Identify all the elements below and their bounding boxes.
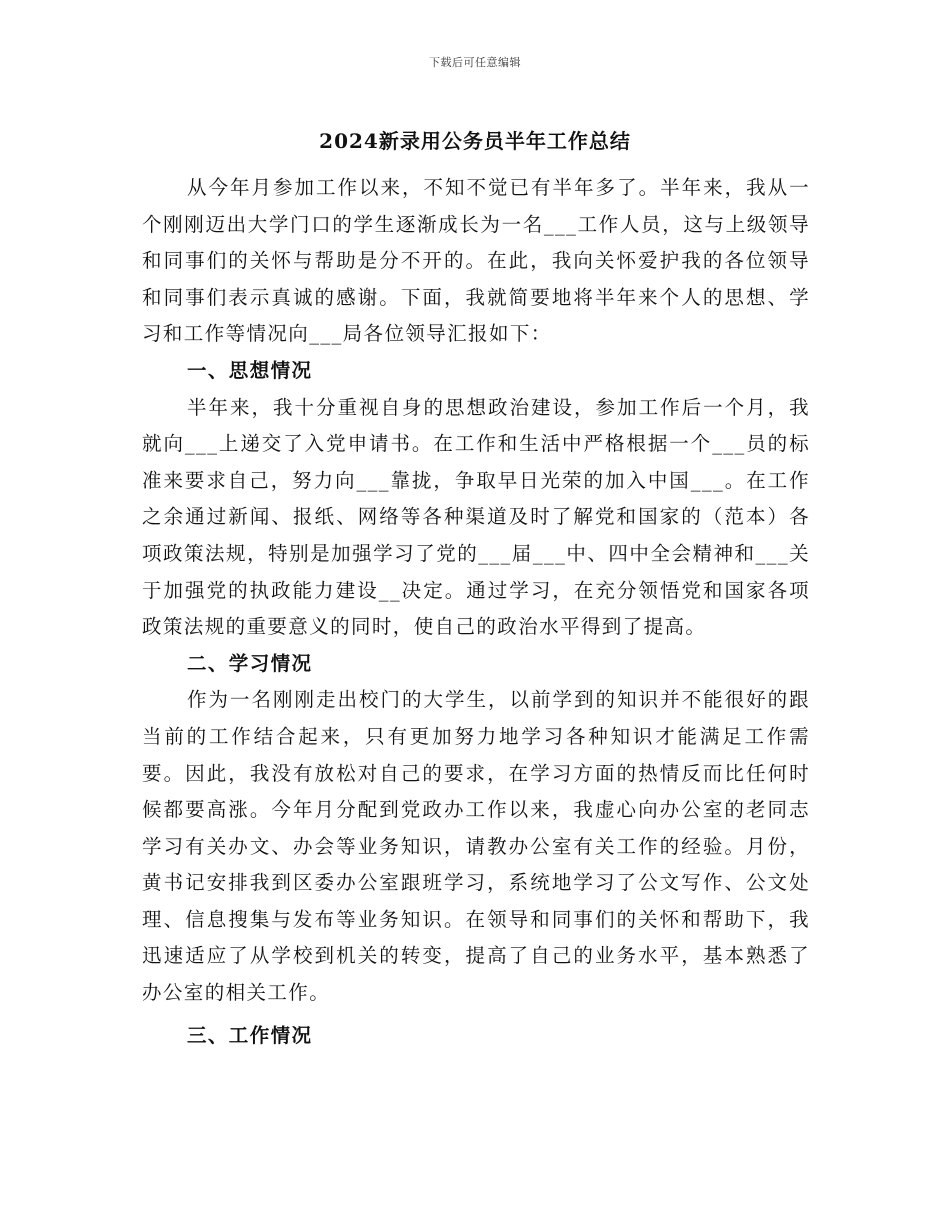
header-note: 下载后可任意编辑 <box>429 56 521 69</box>
section-heading-thought: 一、思想情况 <box>187 358 313 382</box>
document-title: 2024新录用公务员半年工作总结 <box>319 129 631 153</box>
section-heading-work: 三、工作情况 <box>187 1023 313 1047</box>
document-body <box>142 170 810 1054</box>
section-body-thought: 半年来，我十分重视自身的思想政治建设，参加工作后一个月，我就向___上递交了入党申请书。在工作和生活中严格根据一个___员的标准来要求自己，努力向___靠拢，争取早日光荣的加入中国___。在工作之余通过新闻、报纸、网络等各种渠道及时了解党和国家的（范本）各项政策法规，特别是加强学习了党的___届___中、四中全会精神和___关于加强党的执政能力建设__决定。通过学习，在充分领悟党和国家各项政策法规的重要意义的同时，使自己的政治水平得到了提高。 <box>142 395 810 639</box>
intro-paragraph: 从今年月参加工作以来，不知不觉已有半年多了。半年来，我从一个刚刚迈出大学门口的学生逐渐成长为一名___工作人员，这与上级领导和同事们的关怀与帮助是分不开的。在此，我向关怀爱护我的各位领导和同事们表示真诚的感谢。下面，我就简要地将半年来个人的思想、学习和工作等情况向___局各位领导汇报如下： <box>142 176 810 346</box>
section-heading-study: 二、学习情况 <box>187 651 313 675</box>
section-body-study: 作为一名刚刚走出校门的大学生，以前学到的知识并不能很好的跟当前的工作结合起来，只有更加努力地学习各种知识才能满足工作需要。因此，我没有放松对自己的要求，在学习方面的热情反而比任何时候都要高涨。今年月分配到党政办工作以来，我虚心向办公室的老同志学习有关办文、办会等业务知识，请教办公室有关工作的经验。月份，黄书记安排我到区委办公室跟班学习，系统地学习了公文写作、公文处理、信息搜集与发布等业务知识。在领导和同事们的关怀和帮助下，我迅速适应了从学校到机关的转变，提高了自己的业务水平，基本熟悉了办公室的相关工作。 <box>142 688 810 1005</box>
